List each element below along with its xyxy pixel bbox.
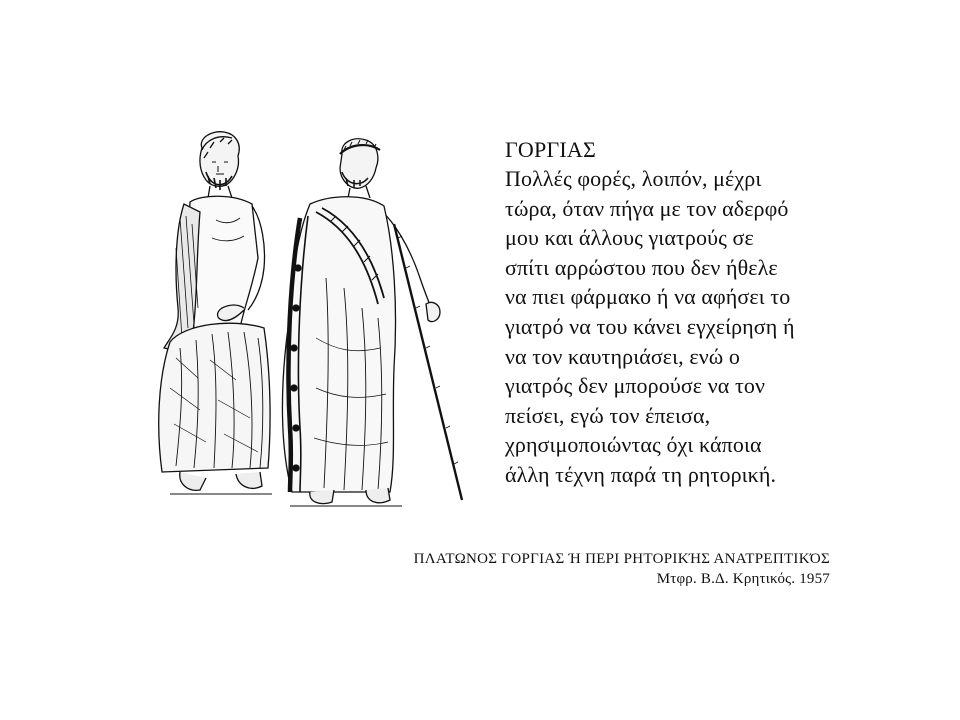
quote-line: Πολλές φορές, λοιπόν, μέχρι xyxy=(505,166,762,191)
citation-title: ΠΛΑΤΩΝΟΣ ΓΟΡΓΙΑΣ Ή ΠΕΡΙ ΡΗΤΟΡΙΚΉΣ ΑΝΑΤΡΕΠΤΙΚΌΣ xyxy=(413,551,830,567)
quote-line: να τον καυτηριάσει, ενώ ο xyxy=(505,343,741,369)
quote-line: πείσει, εγώ τον έπεισα, xyxy=(505,402,711,428)
ancient-philosophers-illustration xyxy=(140,128,480,513)
quote-line: σπίτι αρρώστου που δεν ήθελε xyxy=(505,254,778,280)
quote-line: άλλη τέχνη παρά τη ρητορική. xyxy=(505,461,777,487)
speaker-name: ΓΟΡΓΙΑΣ xyxy=(505,137,596,162)
citation-translation: Μτφρ. Β.Δ. Κρητικός. 1957 xyxy=(656,571,830,587)
quote-line: να πιει φάρμακο ή να αφήσει το xyxy=(505,284,791,310)
quote-line: γιατρός δεν μπορούσε να τον xyxy=(505,373,766,399)
right-figure xyxy=(282,139,462,506)
quote-block xyxy=(505,136,835,490)
quote-text xyxy=(505,164,835,490)
quote-line: χρησιμοποιώντας όχι κάποια xyxy=(505,432,762,458)
quote-line: τώρα, όταν πήγα με τον αδερφό xyxy=(505,195,789,221)
left-figure xyxy=(159,132,272,494)
quote-line: μου και άλλους γιατρούς σε xyxy=(505,225,754,251)
citation xyxy=(414,549,830,589)
quote-line: γιατρό να του κάνει εγχείρηση ή xyxy=(505,313,795,339)
